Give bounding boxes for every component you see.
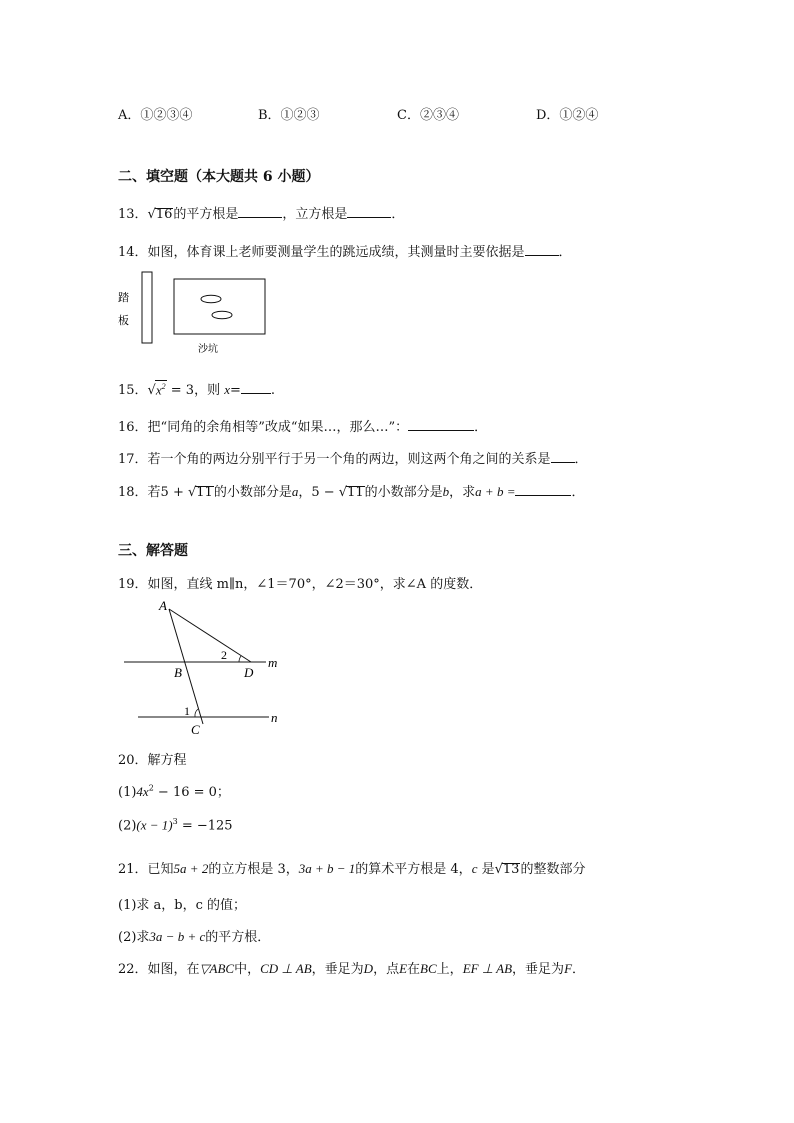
q18-sum: a + b = (475, 484, 516, 499)
q13-radicand: 16 (155, 207, 173, 222)
q22-text4: 在 (407, 962, 421, 977)
q22-point-E: E (399, 961, 408, 976)
footprint-2 (212, 311, 232, 319)
q22-expr2: EF ⊥ AB (462, 961, 513, 976)
question-14 (118, 241, 572, 260)
label-B: B (174, 665, 182, 680)
q20-p2-rest: = −125 (177, 818, 233, 834)
q17-blank[interactable] (551, 450, 575, 463)
q16-end: ． (474, 420, 488, 435)
q13-text1: 的平方根是 (173, 207, 239, 222)
q18-var-a: a (291, 484, 299, 499)
q21-text3: 是 (477, 862, 495, 877)
question-21 (118, 858, 585, 877)
q16-text: 16．把“同角的余角相等”改成“如果…，那么…”： (118, 420, 409, 435)
label-D: D (244, 665, 254, 680)
label-angle-2: 2 (221, 648, 227, 662)
radical-icon: √ (494, 862, 503, 877)
q18-text4: ，求 (449, 485, 476, 500)
question-13 (118, 203, 404, 222)
q13-blank-1[interactable] (238, 205, 282, 218)
radical-icon: √ (187, 485, 197, 500)
option-c: C．②③④ (397, 108, 459, 123)
question-22 (118, 958, 585, 977)
q20-p2-expr: (x − 1) (136, 817, 173, 833)
q18-blank[interactable] (515, 483, 571, 496)
label-A: A (159, 598, 167, 613)
figure-long-jump (110, 270, 280, 360)
question-19: 19．如图，直线 m∥n，∠1＝70°，∠2＝30°，求∠A 的度数． (118, 577, 483, 592)
question-20-title: 20．解方程 (118, 753, 187, 768)
footprint-1 (201, 295, 221, 303)
q22-triangle: ▽ABC (199, 961, 235, 976)
q14-end: ． (558, 245, 572, 260)
question-15 (118, 379, 275, 398)
q22-number: 22．如图，在 (118, 962, 200, 977)
question-17 (118, 448, 588, 467)
question-21-part-2 (118, 926, 270, 945)
label-n: n (271, 710, 278, 725)
sand-pit (174, 279, 265, 334)
q14-blank[interactable] (525, 243, 559, 256)
q13-number: 13． (118, 207, 148, 222)
option-b: B．①②③ (258, 108, 320, 123)
question-20-part-2 (118, 817, 233, 833)
pit-label: 沙坑 (198, 344, 218, 355)
q20-p2-exp: 3 (172, 817, 178, 826)
q21-text2: 的算术平方根是 4， (355, 862, 472, 877)
q21-expr1: 5a + 2 (173, 861, 209, 876)
q22-text6: ，垂足为 (512, 962, 565, 977)
board-label-bottom: 板 (118, 315, 129, 327)
angle-2-arc (239, 656, 241, 662)
q17-end: ． (574, 452, 588, 467)
q22-point-F: F (564, 961, 573, 976)
q22-text2: ，垂足为 (311, 962, 364, 977)
q17-text: 17．若一个角的两边分别平行于另一个角的两边，则这两个角之间的关系是 (118, 452, 551, 467)
q18-text2: ， (298, 485, 312, 500)
q18-radicand1: 11 (196, 485, 213, 500)
q13-blank-2[interactable] (347, 205, 391, 218)
q21-number: 21．已知 (118, 862, 174, 877)
question-21-part-1: (1)求 a，b，c 的值； (118, 898, 247, 913)
q21-p2-rest: 的平方根． (205, 930, 271, 945)
q18-radicand2: 11 (347, 485, 364, 500)
question-20-part-1 (118, 781, 230, 800)
q18-var-b: b (442, 484, 450, 499)
option-a: A．①②③④ (118, 108, 193, 123)
q15-eq: = 3 (166, 383, 195, 398)
q21-text4: 的整数部分 (520, 862, 586, 877)
q15-blank[interactable] (241, 381, 271, 394)
q22-expr1: CD ⊥ AB (260, 961, 312, 976)
q15-end: . (270, 383, 276, 398)
q21-expr2: 3a + b − 1 (298, 861, 356, 876)
q21-text1: 的立方根是 3， (208, 862, 299, 877)
q13-text2: ，立方根是 (282, 207, 348, 222)
takeoff-board (142, 272, 152, 343)
q20-p1-exp: 2 (148, 783, 154, 793)
q18-expr2: 5 − (311, 485, 339, 500)
q18-text3: 的小数部分是 (364, 485, 443, 500)
q20-p1-rest: − 16 = 0； (153, 785, 230, 800)
angle-1-arc (195, 709, 198, 717)
q18-text1: 的小数部分是 (213, 485, 292, 500)
q22-text5: 上， (436, 962, 463, 977)
q18-expr1: 5 + (160, 485, 188, 500)
q21-p2-expr: 3a − b + c (149, 929, 206, 944)
q15-number: 15． (118, 383, 148, 398)
option-d: D．①②④ (536, 108, 599, 123)
q21-p2-label: (2)求 (118, 930, 150, 945)
q13-end: ． (391, 207, 405, 222)
label-C: C (191, 722, 200, 737)
q21-var-c: c (471, 861, 478, 876)
question-16 (118, 416, 487, 435)
section-title-answer: 三、解答题 (118, 543, 188, 559)
board-label-top: 踏 (118, 292, 129, 304)
q21-radicand: 13 (502, 862, 520, 877)
label-m: m (268, 655, 278, 670)
q22-point-D: D (363, 961, 374, 976)
q16-blank[interactable] (408, 418, 474, 431)
label-angle-1: 1 (184, 704, 190, 718)
q15-eqsign: = (229, 383, 241, 398)
question-18 (118, 481, 584, 500)
figure-parallel-lines (118, 598, 288, 743)
radical-icon: √ (147, 383, 156, 398)
segment-AD (169, 609, 251, 662)
q15-var: x (224, 382, 230, 397)
q22-text3: ，点 (373, 962, 400, 977)
q22-segment-BC: BC (420, 961, 437, 976)
q18-number: 18．若 (118, 485, 161, 500)
q22-end: ． (572, 962, 586, 977)
q14-text: 14．如图，体育课上老师要测量学生的跳远成绩，其测量时主要依据是 (118, 245, 525, 260)
q20-p1-label: (1) (118, 785, 137, 800)
q15-then: ，则 (194, 383, 225, 398)
q22-text1: 中， (234, 962, 261, 977)
q20-p2-label: (2) (118, 818, 137, 834)
q18-end: ． (571, 485, 585, 500)
q15-radicand: $x^2$ (155, 381, 166, 397)
radical-icon: √ (338, 485, 348, 500)
q20-p1-expr: 4x (136, 784, 149, 799)
radical-icon: √ (147, 207, 156, 222)
section-title-fill-in: 二、填空题（本大题共 6 小题） (118, 169, 320, 185)
